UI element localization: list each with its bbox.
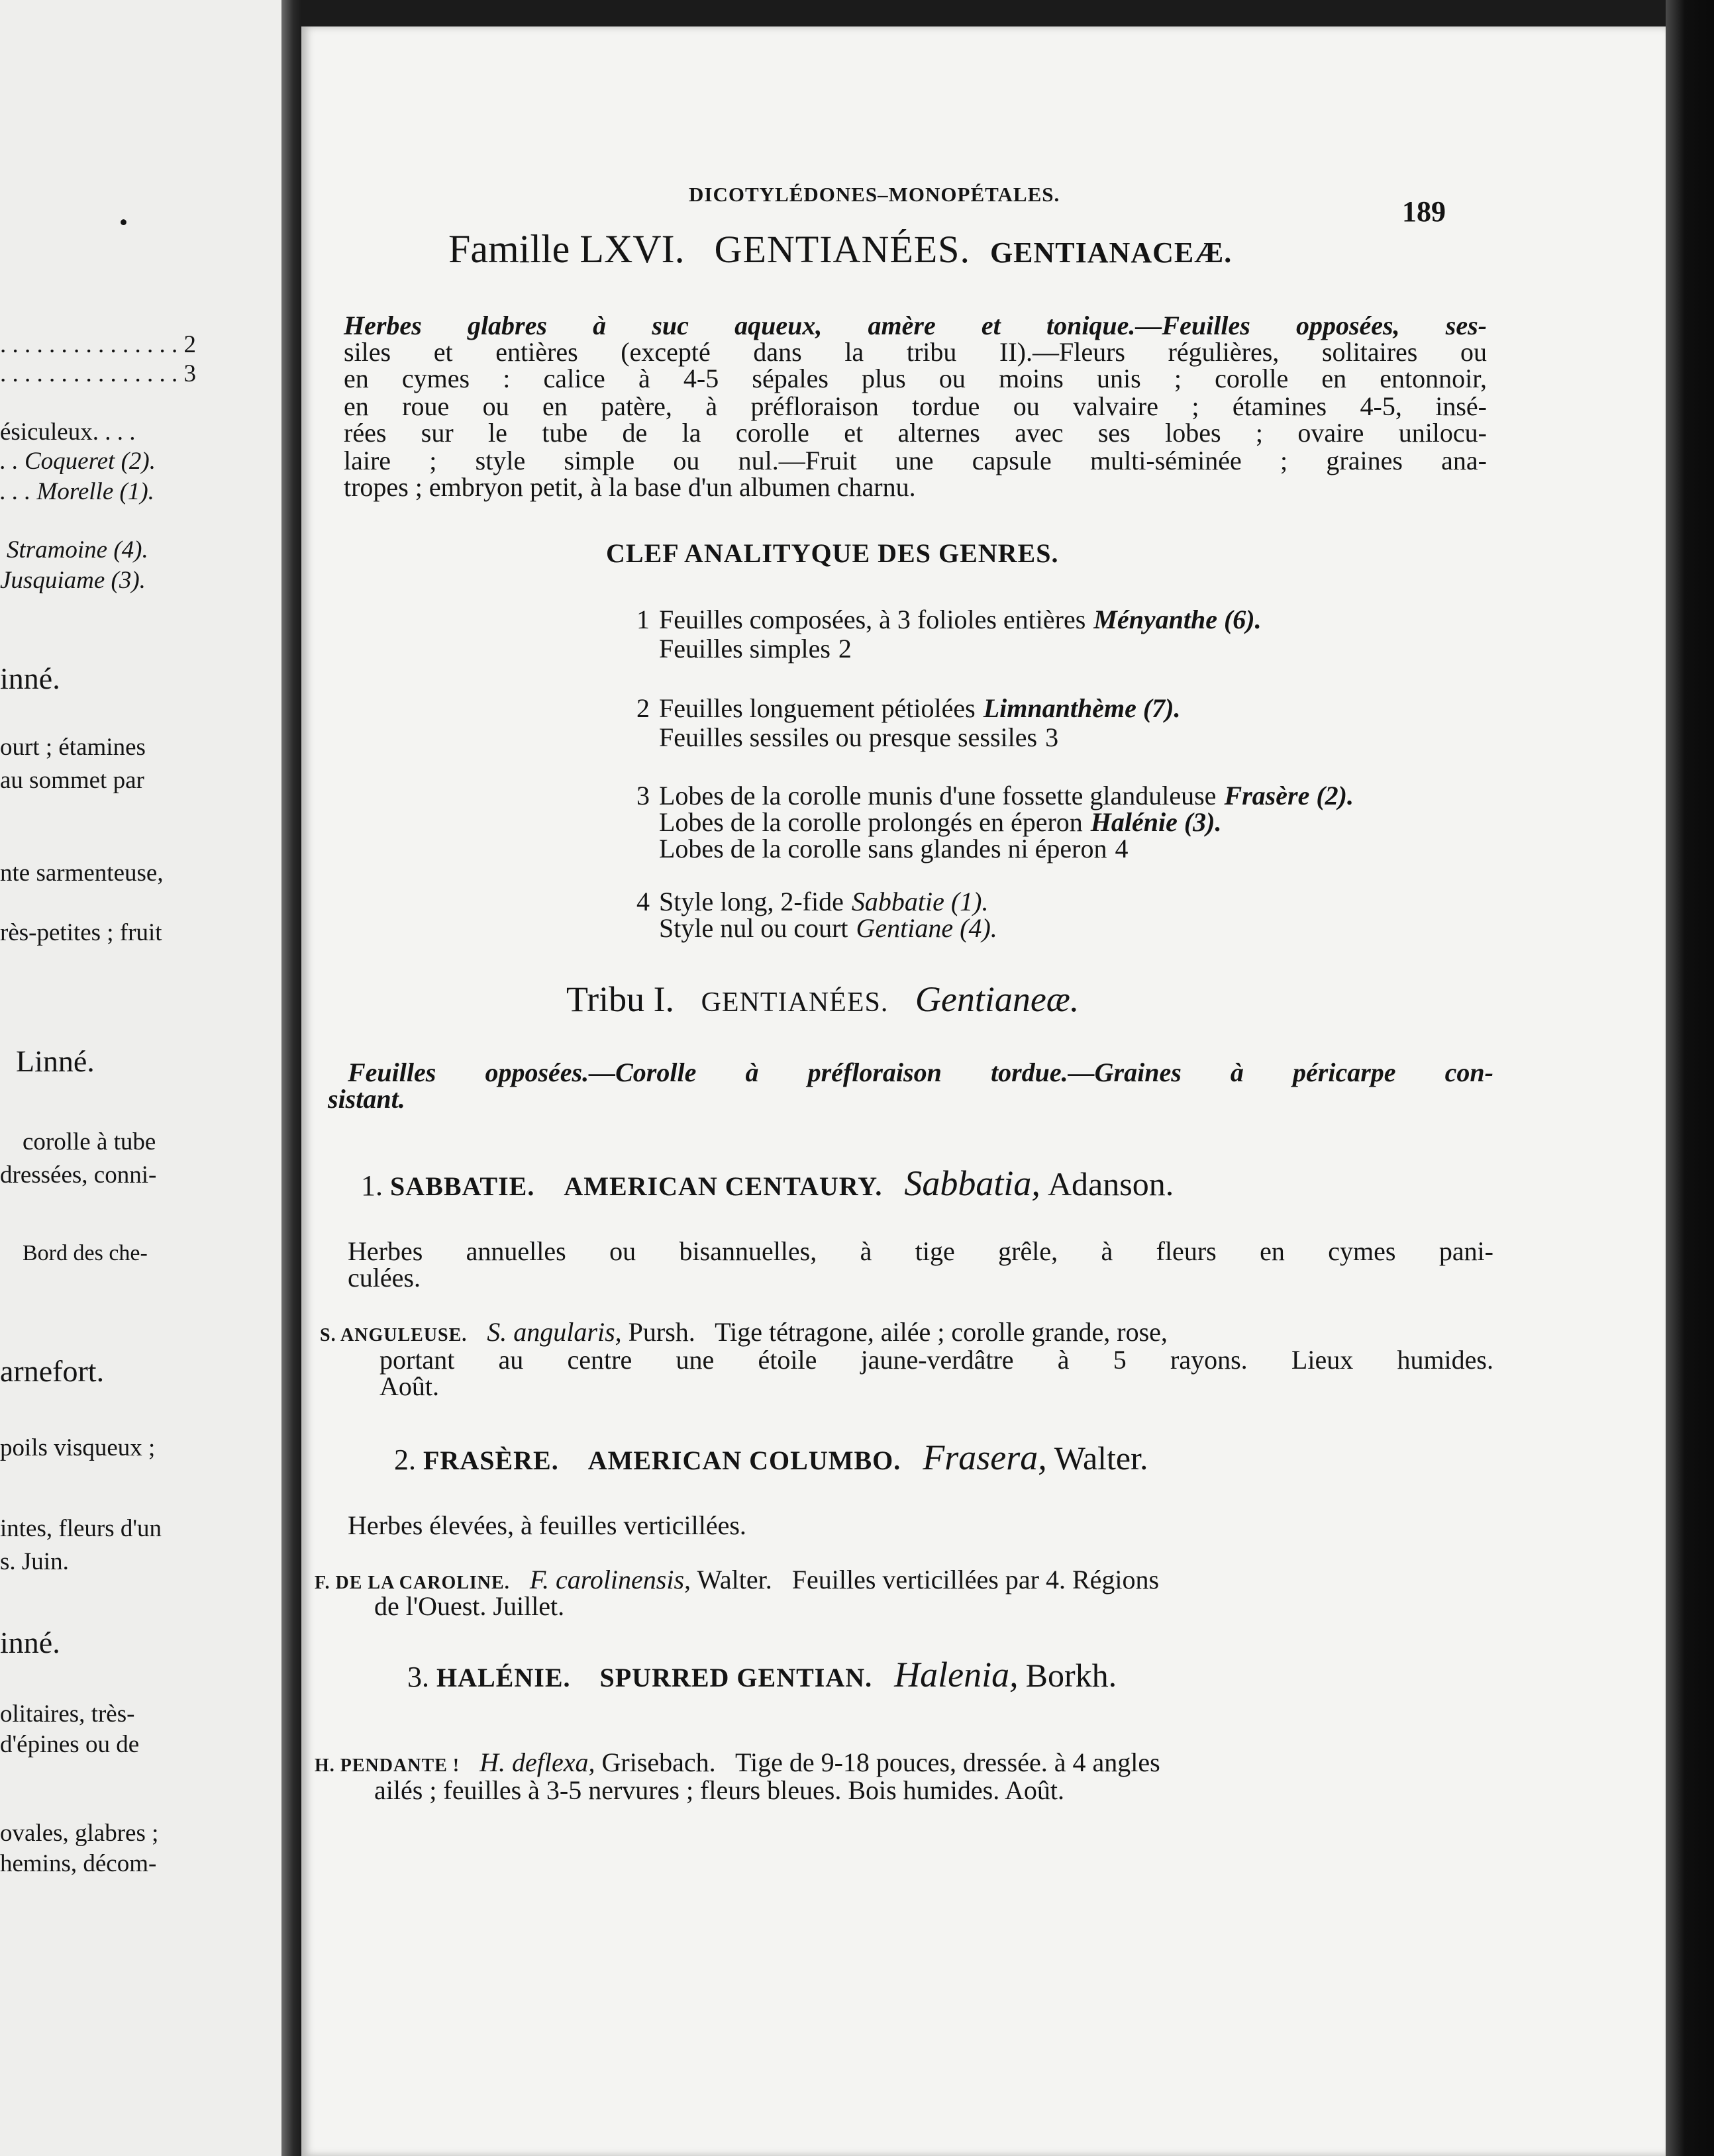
genus-name: FRASÈRE. (423, 1446, 559, 1475)
key-row-label: Feuilles sessiles ou presque sessiles (659, 722, 1038, 752)
key-row-label: Feuilles simples (659, 634, 831, 663)
genus-common-name: AMERICAN COLUMBO. (587, 1446, 901, 1475)
genus-description: Herbes annuelles ou bisannuelles, à tige grêle, à fleurs en cymes pani- (348, 1236, 1493, 1266)
tribe-label: Tribu I. (566, 979, 675, 1019)
left-page-line: Bord des che- (23, 1241, 148, 1265)
left-page-line: corolle à tube (23, 1128, 156, 1155)
key-row-result: Gentiane (4). (856, 913, 997, 943)
tribe-description: sistant. (328, 1084, 405, 1114)
page-number: 189 (1402, 195, 1446, 228)
genus-name: SABBATIE. (390, 1171, 535, 1201)
genus-name: HALÉNIE. (436, 1663, 571, 1692)
left-page-line: nte sarmenteuse, (0, 859, 164, 887)
key-row-result: 3 (1045, 722, 1059, 752)
species-description: de l'Ouest. Juillet. (374, 1591, 565, 1621)
genus-latin: Frasera, (923, 1438, 1047, 1477)
key-row-result: 4 (1115, 834, 1129, 863)
genus-heading (394, 1440, 1148, 1475)
book-page (301, 26, 1666, 2156)
left-page-line: ourt ; étamines (0, 734, 146, 761)
species-entry (315, 1567, 1159, 1593)
left-page-line: inné. (0, 1626, 60, 1659)
species-author: Grisebach. (601, 1747, 716, 1777)
description-line-text: Herbes glabres à suc aqueux, amère et tonique.—Feuilles opposées, ses- (344, 311, 1487, 340)
genus-common-name: SPURRED GENTIAN. (599, 1663, 873, 1692)
family-heading (448, 229, 1232, 269)
genus-number: 2. (394, 1444, 416, 1476)
description-line: siles et entières (excepté dans la tribu II).—Fleurs régulières, solitaires ou (344, 337, 1487, 367)
species-latin-name: S. angularis, (487, 1317, 622, 1347)
genus-number: 3. (407, 1661, 429, 1693)
genus-description: Herbes élevées, à feuilles verticillées. (348, 1510, 746, 1540)
left-page-line: • (119, 209, 128, 236)
genus-latin: Halenia, (894, 1655, 1019, 1694)
species-description: ailés ; feuilles à 3-5 nervures ; fleurs bleues. Bois humides. Août. (374, 1775, 1065, 1805)
description-line: tropes ; embryon petit, à la base d'un albumen charnu. (344, 472, 916, 502)
tribe-heading (566, 981, 1079, 1017)
left-page-line: rès-petites ; fruit (0, 919, 162, 946)
species-description: Août. (379, 1371, 439, 1401)
key-row-label: Style long, 2-fide (659, 887, 844, 916)
genus-description: culées. (348, 1263, 421, 1293)
species-author: Walter. (697, 1565, 772, 1594)
description-line: rées sur le tube de la corolle et alternes avec ses lobes ; ovaire unilocu- (344, 418, 1487, 448)
key-row-result: Halénie (3). (1090, 807, 1222, 837)
left-page-line: au sommet par (0, 767, 144, 794)
key-row-label: Feuilles composées, à 3 folioles entières (659, 605, 1086, 634)
tribe-description: Feuilles opposées.—Corolle à préfloraison tordue.—Graines à péricarpe con- (348, 1057, 1493, 1087)
species-common-name: S. ANGULEUSE. (320, 1325, 468, 1346)
left-page-line: Jusquiame (3). (0, 567, 146, 594)
key-row-result: Frasère (2). (1224, 781, 1354, 810)
description-line: en roue ou en patère, à préfloraison tordue ou valvaire ; étamines 4-5, insé- (344, 391, 1487, 421)
species-entry (315, 1749, 1160, 1776)
running-header: DICOTYLÉDONES–MONOPÉTALES. (689, 183, 1060, 206)
left-page-line: d'épines ou de (0, 1731, 140, 1758)
genus-heading (407, 1657, 1117, 1692)
left-page-line: inné. (0, 662, 60, 695)
left-page-line: . . Coqueret (2). (0, 448, 156, 475)
book-gutter (281, 0, 301, 2156)
species-entry (320, 1319, 1168, 1346)
key-row-label: Style nul ou court (659, 913, 848, 943)
species-description: Tige tétragone, ailée ; corolle grande, rose, (715, 1317, 1168, 1347)
tribe-latin: Gentianeæ. (915, 979, 1080, 1019)
species-description: portant au centre une étoile jaune-verdâtre à 5 rayons. Lieux humides. (379, 1345, 1493, 1375)
key-row-label: Feuilles longuement pétiolées (659, 693, 976, 723)
tribe-name: GENTIANÉES. (701, 987, 889, 1018)
species-description: Tige de 9-18 pouces, dressée. à 4 angles (734, 1747, 1160, 1777)
left-page-line: poils visqueux ; (0, 1434, 156, 1461)
description-line: laire ; style simple ou nul.—Fruit une capsule multi-séminée ; graines ana- (344, 446, 1487, 475)
left-page-line: . . . Morelle (1). (0, 478, 154, 505)
left-page-line: ovales, glabres ; (0, 1820, 159, 1847)
left-page-line: intes, fleurs d'un (0, 1515, 162, 1542)
left-page-line: dressées, conni- (0, 1161, 157, 1189)
key-row-number: 3 (636, 781, 650, 810)
key-row-result: Limnanthème (7). (983, 693, 1181, 723)
family-label: Famille LXVI. (448, 227, 685, 271)
key-row-number: 2 (636, 693, 650, 723)
key-row-result: 2 (838, 634, 852, 663)
left-page-line: . . . . . . . . . . . . . . . 2 (0, 331, 196, 358)
key-row-number: 1 (636, 605, 650, 634)
species-common-name: H. PENDANTE ! (315, 1755, 460, 1776)
genus-common-name: AMERICAN CENTAURY. (564, 1171, 883, 1201)
genus-latin: Sabbatia, (904, 1163, 1040, 1203)
previous-page-fragment (0, 0, 281, 2156)
family-name: GENTIANÉES. (714, 228, 970, 271)
left-page-line: hemins, décom- (0, 1850, 157, 1877)
genus-author: Borkh. (1025, 1657, 1117, 1694)
species-latin-name: H. deflexa, (479, 1747, 595, 1777)
left-page-line: olitaires, très- (0, 1700, 135, 1728)
left-page-line: ésiculeux. . . . (0, 418, 136, 446)
key-row-result: Sabbatie (1). (851, 887, 989, 916)
left-page-line: . . . . . . . . . . . . . . . 3 (0, 360, 196, 387)
genus-heading (361, 1165, 1174, 1201)
key-title: CLEF ANALITYQUE DES GENRES. (606, 538, 1059, 568)
species-common-name: F. DE LA CAROLINE. (315, 1573, 510, 1593)
species-author: Pursh. (628, 1317, 695, 1347)
key-row-label: Lobes de la corolle munis d'une fossette glanduleuse (659, 781, 1217, 810)
key-row-label: Lobes de la corolle sans glandes ni éperon (659, 834, 1107, 863)
description-line (344, 313, 1487, 339)
species-latin-name: F. carolinensis, (529, 1565, 691, 1594)
genus-number: 1. (361, 1169, 383, 1202)
genus-author: Adanson. (1047, 1165, 1174, 1202)
family-latin: GENTIANACEÆ. (989, 236, 1233, 269)
left-page-line: arnefort. (0, 1354, 105, 1388)
key-row-number: 4 (636, 887, 650, 916)
key-row-result: Ményanthe (6). (1093, 605, 1262, 634)
description-line: en cymes : calice à 4-5 sépales plus ou moins unis ; corolle en entonnoir, (344, 364, 1487, 393)
page-edge-shadow (1666, 0, 1714, 2156)
genus-author: Walter. (1054, 1440, 1148, 1477)
left-page-line: s. Juin. (0, 1548, 69, 1575)
key-row-label: Lobes de la corolle prolongés en éperon (659, 807, 1083, 837)
species-description: Feuilles verticillées par 4. Régions (791, 1565, 1160, 1594)
left-page-line: Stramoine (4). (7, 536, 148, 564)
left-page-line: Linné. (16, 1044, 95, 1078)
